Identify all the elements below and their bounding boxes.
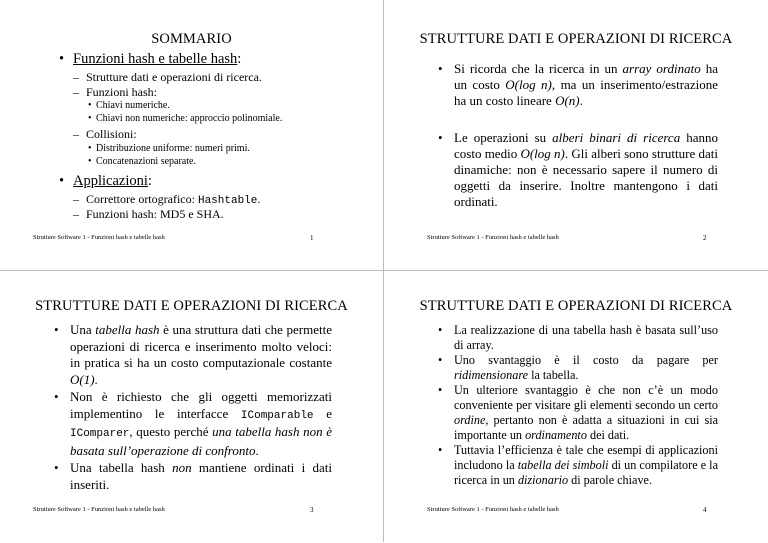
text-run: e <box>313 405 332 421</box>
outline-text: Funzioni hash e tabelle hash <box>73 51 238 67</box>
text-run: , questo perché <box>129 424 213 439</box>
outline-subitem <box>73 70 262 85</box>
bullet-list <box>54 322 332 502</box>
text-run: . <box>255 442 259 458</box>
outline-suffix: : <box>147 173 152 189</box>
outline-text: Collisioni: <box>86 127 137 141</box>
text-run: , ma un inserimento/estrazione ha un costo lineare <box>454 77 718 108</box>
text-run: , pertanto non è adatta a situazioni in cui sia importante un <box>454 413 718 442</box>
outline-subitem <box>73 192 260 207</box>
emphasis: ridimensionare <box>454 368 529 382</box>
slide-footer: Strutture Software 1 - Funzioni hash e tabelle hash <box>427 506 559 513</box>
text-run: Non è richiesto che gli oggetti memorizzati implementino le interfacce <box>70 389 332 421</box>
text-run: Una tabella hash <box>70 460 173 475</box>
bullet-paragraph <box>438 61 718 109</box>
outline-subitem <box>73 127 137 142</box>
outline-item <box>59 51 241 68</box>
outline-subsubitem <box>88 156 196 167</box>
code-text: Hashtable <box>197 195 258 207</box>
text-run: Tuttavia l’efficienza è tale che esempi di applicazioni includono la <box>454 443 718 472</box>
emphasis: ordinamento <box>525 428 587 442</box>
outline-text: Correttore ortografico: <box>86 192 198 206</box>
outline-text: Funzioni hash: MD5 e SHA. <box>86 207 224 221</box>
slide-footer: Strutture Software 1 - Funzioni hash e tabelle hash <box>33 234 165 241</box>
emphasis: O(log n) <box>520 146 565 161</box>
text-run: ha un costo <box>454 61 718 92</box>
text-run: La realizzazione di una tabella hash è basata sull’uso di array. <box>454 323 718 352</box>
text-run: Si ricorda che la ricerca in un <box>454 61 623 76</box>
text-run: . <box>579 93 583 108</box>
text-run: Uno svantaggio è il costo da pagare per <box>454 353 718 367</box>
outline-subsubitem <box>88 143 250 154</box>
outline-item <box>59 173 152 190</box>
emphasis: una tabella hash non è basata sull’operazione di confronto <box>70 424 332 458</box>
bullet-paragraph <box>438 323 718 353</box>
text-run: mantiene ordinati i dati inseriti. <box>70 460 333 492</box>
outline-suffix: . <box>257 192 261 206</box>
outline-text: Strutture dati e operazioni di ricerca. <box>86 70 262 84</box>
text-run: di un compilatore e la ricerca in un <box>454 458 718 487</box>
bullet-paragraph <box>438 383 718 443</box>
text-run: Le operazioni su <box>454 130 553 145</box>
slide-3 <box>0 271 384 542</box>
emphasis: ordine <box>454 413 486 427</box>
bullet-paragraph <box>438 130 718 210</box>
code-text: IComparer <box>70 428 130 440</box>
code-text: IComparable <box>240 409 314 422</box>
outline-text: Distribuzione uniforme: numeri primi. <box>96 143 250 154</box>
text-run: . Gli alberi sono strutture dati dinamiche: non è necessario sapere il numero di oggetti da inserire. Inoltre mantengono i dati ordinati. <box>454 146 718 209</box>
slide-footer: Strutture Software 1 - Funzioni hash e tabelle hash <box>427 234 559 241</box>
outline-subsubitem <box>88 100 170 111</box>
slide-title: STRUTTURE DATI E OPERAZIONI DI RICERCA <box>419 31 733 47</box>
text-run: Una <box>70 322 96 337</box>
emphasis: O(log n) <box>505 77 552 92</box>
text-run: dei dati. <box>586 428 630 442</box>
outline-subitem <box>73 207 224 222</box>
slide-1 <box>0 0 384 271</box>
slide-2 <box>384 0 768 271</box>
emphasis: O(1) <box>70 371 95 387</box>
text-run: . <box>94 371 98 387</box>
outline-text: Applicazioni <box>73 173 148 189</box>
slide-footer: Strutture Software 1 - Funzioni hash e tabelle hash <box>33 506 165 513</box>
page-number: 4 <box>703 506 707 514</box>
text-run: Un ulteriore svantaggio è che non c’è un modo conveniente per visitare gli elementi secondo un certo <box>454 383 718 412</box>
page-number: 3 <box>310 506 314 514</box>
bullet-paragraph <box>438 353 718 383</box>
text-run: hanno costo medio <box>454 130 718 161</box>
page-number: 2 <box>703 234 707 242</box>
slide-title: STRUTTURE DATI E OPERAZIONI DI RICERCA <box>419 298 733 314</box>
outline-subsubitem <box>88 113 282 124</box>
page-number: 1 <box>310 234 314 242</box>
outline-suffix: : <box>237 51 242 67</box>
outline-text: Chiavi non numeriche: approccio polinomiale. <box>96 113 283 124</box>
emphasis: O(n) <box>555 93 580 108</box>
outline-subitem <box>73 85 157 100</box>
outline-text: Concatenazioni separate. <box>96 156 196 167</box>
slide-title: STRUTTURE DATI E OPERAZIONI DI RICERCA <box>35 298 348 314</box>
emphasis: array ordinato <box>622 61 701 76</box>
bullet-paragraph <box>54 460 332 493</box>
emphasis: alberi binari di ricerca <box>552 130 681 145</box>
bullet-paragraph <box>438 443 718 488</box>
slide-4 <box>384 271 768 542</box>
slide-title: SOMMARIO <box>151 31 232 47</box>
bullet-paragraph <box>54 389 332 459</box>
text-run: è una struttura dati che permette operazioni di ricerca e inserimento molto veloci: in pratica si ha un costo computazionale costante <box>70 322 332 370</box>
emphasis: tabella hash <box>95 322 160 337</box>
bullet-paragraph <box>54 322 332 388</box>
outline-text: Chiavi numeriche. <box>96 100 170 111</box>
emphasis: dizionario <box>517 473 569 487</box>
bullet-list <box>438 61 718 219</box>
emphasis: tabella dei simboli <box>517 458 609 472</box>
outline-text: Funzioni hash: <box>86 85 157 99</box>
emphasis: non <box>172 460 192 475</box>
bullet-list <box>438 323 718 488</box>
text-run: la tabella. <box>528 368 579 382</box>
text-run: di parole chiave. <box>568 473 652 487</box>
